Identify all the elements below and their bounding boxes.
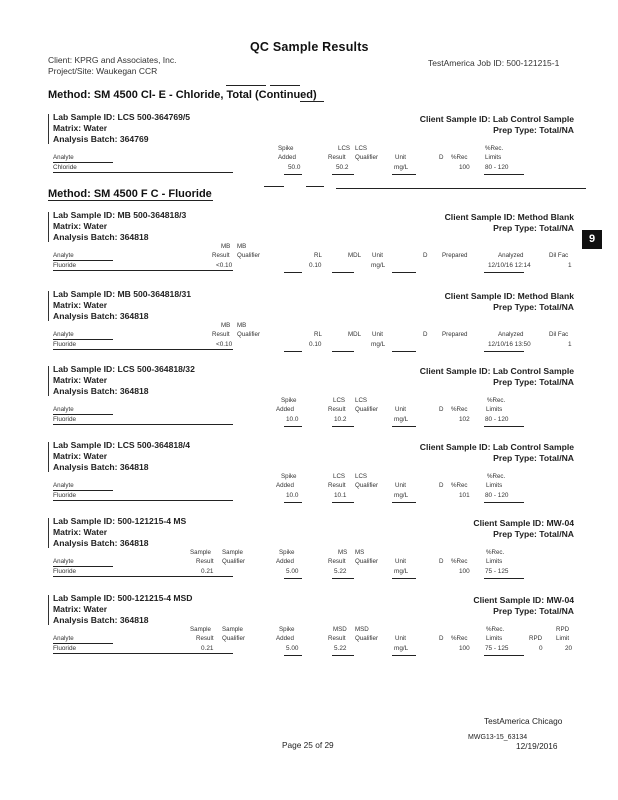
column-header: MB [237, 322, 247, 329]
column-header: MS [338, 549, 348, 556]
analysis-batch: Analysis Batch: 364818 [53, 462, 149, 472]
analysis-batch: Analysis Batch: 364818 [53, 232, 149, 242]
cell-value: mg/L [394, 164, 409, 171]
column-header: %Rec [451, 558, 468, 565]
column-header: Spike [281, 473, 297, 480]
lab-sample-id: Lab Sample ID: 500-121215-4 MS [53, 516, 187, 526]
matrix: Matrix: Water [53, 123, 108, 133]
column-header: Analyte [53, 154, 74, 161]
lab-sample-id: Lab Sample ID: 500-121215-4 MSD [53, 593, 193, 603]
rule [332, 426, 354, 427]
rule [53, 339, 113, 340]
column-header: Unit [372, 331, 384, 338]
rule [53, 270, 233, 271]
rule [270, 85, 300, 86]
column-header: Added [276, 635, 294, 642]
column-header: Sample [222, 626, 243, 633]
column-header: Analyte [53, 252, 74, 259]
column-header: Result [196, 558, 214, 565]
rule [284, 174, 302, 175]
column-header: Unit [395, 635, 407, 642]
cell-value: Fluoride [53, 568, 77, 575]
lab-sample-id: Lab Sample ID: MB 500-364818/3 [53, 210, 187, 220]
cell-value: 10.0 [286, 492, 299, 499]
prep-type: Prep Type: Total/NA [493, 453, 574, 463]
column-header: Prepared [442, 331, 468, 338]
cell-value: 10.2 [334, 416, 347, 423]
column-header: %Rec [451, 635, 468, 642]
prep-type: Prep Type: Total/NA [493, 125, 574, 135]
column-header: D [439, 635, 444, 642]
column-header: RPD [529, 635, 543, 642]
lab-sample-id: Lab Sample ID: LCS 500-364769/5 [53, 112, 191, 122]
rule [53, 566, 113, 567]
cell-value: 50.0 [288, 164, 301, 171]
rule [226, 85, 266, 86]
column-header: Limits [485, 154, 502, 161]
column-header: Result [328, 154, 346, 161]
cell-value: 100 [459, 164, 470, 171]
rule [48, 200, 213, 201]
cell-value: Chloride [53, 164, 77, 171]
rule [392, 655, 416, 656]
column-header: Limits [486, 406, 503, 413]
column-header: Sample [190, 626, 211, 633]
method-chloride-heading: Method: SM 4500 Cl- E - Chloride, Total (Continued) [48, 89, 317, 101]
rule [484, 502, 524, 503]
cell-value: 5.22 [334, 568, 347, 575]
cell-value: 0.21 [201, 645, 214, 652]
column-header: Analyte [53, 331, 74, 338]
analysis-batch: Analysis Batch: 364818 [53, 538, 149, 548]
matrix: Matrix: Water [53, 604, 108, 614]
column-header: Limits [486, 635, 503, 642]
rule [53, 576, 233, 577]
analysis-batch: Analysis Batch: 364818 [53, 311, 149, 321]
column-header: Added [276, 482, 294, 489]
column-header: %Rec [451, 154, 468, 161]
rule [484, 655, 524, 656]
cell-value: 102 [459, 416, 470, 423]
cell-value: 12/10/16 12:14 [488, 262, 531, 269]
column-header: Sample [222, 549, 243, 556]
column-header: %Rec [451, 482, 468, 489]
rule [53, 260, 113, 261]
column-header: LCS [355, 145, 368, 152]
prep-type: Prep Type: Total/NA [493, 223, 574, 233]
lab-name: TestAmerica Chicago [484, 716, 563, 726]
column-header: MB [237, 243, 247, 250]
column-header: Limits [486, 558, 503, 565]
prep-type: Prep Type: Total/NA [493, 302, 574, 312]
column-header: Unit [372, 252, 384, 259]
rule [53, 500, 233, 501]
method-fluoride-heading: Method: SM 4500 F C - Fluoride [48, 188, 212, 200]
column-header: %Rec. [487, 473, 506, 480]
column-header: MB [221, 322, 231, 329]
column-header: Unit [395, 558, 407, 565]
column-header: D [439, 154, 444, 161]
cell-value: 75 - 125 [485, 645, 509, 652]
column-header: LCS [355, 473, 368, 480]
column-header: Result [196, 635, 214, 642]
column-header: Qualifier [355, 558, 379, 565]
column-header: Qualifier [237, 252, 261, 259]
column-header: Result [328, 406, 346, 413]
rule [392, 426, 416, 427]
cell-value: 1 [568, 341, 572, 348]
column-header: Qualifier [355, 482, 379, 489]
column-header: Analyte [53, 558, 74, 565]
cell-value: 5.00 [286, 645, 299, 652]
cell-value: 0.10 [309, 262, 322, 269]
lab-sample-id: Lab Sample ID: LCS 500-364818/32 [53, 364, 195, 374]
rule [53, 490, 113, 491]
column-header: MSD [333, 626, 347, 633]
column-header: Spike [278, 145, 294, 152]
column-header: Prepared [442, 252, 468, 259]
column-header: Qualifier [355, 635, 379, 642]
column-header: Unit [395, 482, 407, 489]
client-sample-id: Client Sample ID: Lab Control Sample [419, 366, 574, 376]
column-header: Limit [556, 635, 570, 642]
column-header: D [423, 252, 428, 259]
column-header: MSD [355, 626, 369, 633]
column-header: Analyte [53, 482, 74, 489]
column-header: Unit [395, 154, 407, 161]
cell-value: 1 [568, 262, 572, 269]
column-header: Added [278, 154, 296, 161]
page-title: QC Sample Results [250, 40, 369, 54]
lab-sample-id: Lab Sample ID: LCS 500-364818/4 [53, 440, 191, 450]
rule [53, 653, 233, 654]
rule [484, 174, 524, 175]
column-header: LCS [333, 473, 346, 480]
rule [392, 272, 416, 273]
cell-value: 80 - 120 [485, 416, 509, 423]
column-header: Analyzed [498, 252, 524, 259]
cell-value: 75 - 125 [485, 568, 509, 575]
column-header: Result [212, 252, 230, 259]
cell-value: 0 [539, 645, 543, 652]
cell-value: Fluoride [53, 492, 77, 499]
margin-bar [48, 595, 49, 625]
rule [484, 272, 524, 273]
cell-value: mg/L [371, 262, 386, 269]
matrix: Matrix: Water [53, 527, 108, 537]
column-header: Dil Fac [549, 252, 569, 259]
column-header: D [439, 558, 444, 565]
column-header: Analyzed [498, 331, 524, 338]
client-name: Client: KPRG and Associates, Inc. [48, 55, 177, 65]
cell-value: 100 [459, 568, 470, 575]
rule [284, 502, 302, 503]
column-header: Qualifier [222, 635, 246, 642]
matrix: Matrix: Water [53, 300, 108, 310]
column-header: Result [212, 331, 230, 338]
rule [332, 655, 354, 656]
column-header: %Rec. [486, 626, 505, 633]
cell-value: 80 - 120 [485, 164, 509, 171]
margin-bar [48, 291, 49, 321]
margin-bar [48, 366, 49, 396]
rule [264, 186, 284, 187]
column-header: Result [328, 558, 346, 565]
column-header: Dil Fac [549, 331, 569, 338]
column-header: D [439, 482, 444, 489]
margin-bar [48, 114, 49, 144]
client-sample-id: Client Sample ID: MW-04 [473, 595, 574, 605]
lab-sample-id: Lab Sample ID: MB 500-364818/31 [53, 289, 192, 299]
analysis-batch: Analysis Batch: 364769 [53, 134, 149, 144]
rule [53, 414, 113, 415]
column-header: Added [276, 558, 294, 565]
cell-value: 10.1 [334, 492, 347, 499]
analysis-batch: Analysis Batch: 364818 [53, 615, 149, 625]
column-header: Qualifier [237, 331, 261, 338]
column-header: Analyte [53, 406, 74, 413]
cell-value: 100 [459, 645, 470, 652]
rule [392, 351, 416, 352]
rule [53, 349, 233, 350]
column-header: Qualifier [222, 558, 246, 565]
column-header: LCS [338, 145, 351, 152]
column-header: MDL [348, 252, 362, 259]
column-header: LCS [333, 397, 346, 404]
margin-bar [48, 212, 49, 242]
section-tab: 9 [582, 230, 602, 249]
project-site: Project/Site: Waukegan CCR [48, 66, 158, 76]
column-header: Sample [190, 549, 211, 556]
column-header: %Rec. [487, 397, 506, 404]
cell-value: mg/L [371, 341, 386, 348]
page-number: Page 25 of 29 [282, 740, 334, 750]
column-header: D [423, 331, 428, 338]
prep-type: Prep Type: Total/NA [493, 529, 574, 539]
column-header: MDL [348, 331, 362, 338]
analysis-batch: Analysis Batch: 364818 [53, 386, 149, 396]
prep-type: Prep Type: Total/NA [493, 606, 574, 616]
column-header: MB [221, 243, 231, 250]
column-header: Added [276, 406, 294, 413]
cell-value: 20 [565, 645, 573, 652]
column-header: %Rec. [485, 145, 504, 152]
cell-value: 12/10/16 13:50 [488, 341, 531, 348]
column-header: Analyte [53, 635, 74, 642]
rule [300, 101, 324, 102]
rule [284, 426, 302, 427]
rule [53, 424, 233, 425]
report-date: 12/19/2016 [516, 741, 558, 751]
margin-bar [48, 518, 49, 548]
client-sample-id: Client Sample ID: Method Blank [444, 212, 574, 222]
column-header: RL [314, 252, 322, 259]
rule [284, 655, 302, 656]
column-header: Spike [279, 626, 295, 633]
cell-value: 10.0 [286, 416, 299, 423]
rule [53, 643, 113, 644]
column-header: %Rec [451, 406, 468, 413]
rule [53, 162, 113, 163]
cell-value: Fluoride [53, 645, 77, 652]
client-sample-id: Client Sample ID: Lab Control Sample [419, 442, 574, 452]
column-header: Result [328, 482, 346, 489]
job-id: TestAmerica Job ID: 500-121215-1 [428, 58, 560, 68]
column-header: MS [355, 549, 365, 556]
cell-value: Fluoride [53, 262, 77, 269]
matrix: Matrix: Water [53, 375, 108, 385]
rule [484, 351, 524, 352]
rule [306, 186, 324, 187]
cell-value: mg/L [394, 492, 409, 499]
rule [336, 188, 586, 189]
rule [332, 578, 354, 579]
column-header: Result [328, 635, 346, 642]
rule [392, 174, 416, 175]
cell-value: 50.2 [336, 164, 349, 171]
column-header: Qualifier [355, 154, 379, 161]
client-sample-id: Client Sample ID: MW-04 [473, 518, 574, 528]
matrix: Matrix: Water [53, 221, 108, 231]
cell-value: Fluoride [53, 416, 77, 423]
column-header: Spike [279, 549, 295, 556]
rule [332, 174, 354, 175]
column-header: Unit [395, 406, 407, 413]
cell-value: 80 - 120 [485, 492, 509, 499]
cell-value: mg/L [394, 645, 409, 652]
cell-value: 5.22 [334, 645, 347, 652]
rule [484, 578, 524, 579]
rule [284, 272, 302, 273]
column-header: Spike [281, 397, 297, 404]
margin-bar [48, 442, 49, 472]
cell-value: mg/L [394, 568, 409, 575]
client-sample-id: Client Sample ID: Method Blank [444, 291, 574, 301]
rule [332, 272, 354, 273]
column-header: %Rec. [486, 549, 505, 556]
column-header: Limits [486, 482, 503, 489]
document-id: MWG13-15_63134 [468, 734, 528, 741]
rule [332, 502, 354, 503]
cell-value: mg/L [394, 416, 409, 423]
rule [284, 351, 302, 352]
column-header: Qualifier [355, 406, 379, 413]
rule [53, 172, 233, 173]
column-header: LCS [355, 397, 368, 404]
client-sample-id: Client Sample ID: Lab Control Sample [419, 114, 574, 124]
column-header: RPD [556, 626, 570, 633]
cell-value: 0.21 [201, 568, 214, 575]
cell-value: Fluoride [53, 341, 77, 348]
column-header: D [439, 406, 444, 413]
cell-value: 0.10 [309, 341, 322, 348]
rule [392, 502, 416, 503]
prep-type: Prep Type: Total/NA [493, 377, 574, 387]
rule [332, 351, 354, 352]
cell-value: <0.10 [216, 262, 233, 269]
cell-value: 5.00 [286, 568, 299, 575]
rule [484, 426, 524, 427]
matrix: Matrix: Water [53, 451, 108, 461]
rule [392, 578, 416, 579]
column-header: RL [314, 331, 322, 338]
cell-value: <0.10 [216, 341, 233, 348]
cell-value: 101 [459, 492, 470, 499]
rule [284, 578, 302, 579]
